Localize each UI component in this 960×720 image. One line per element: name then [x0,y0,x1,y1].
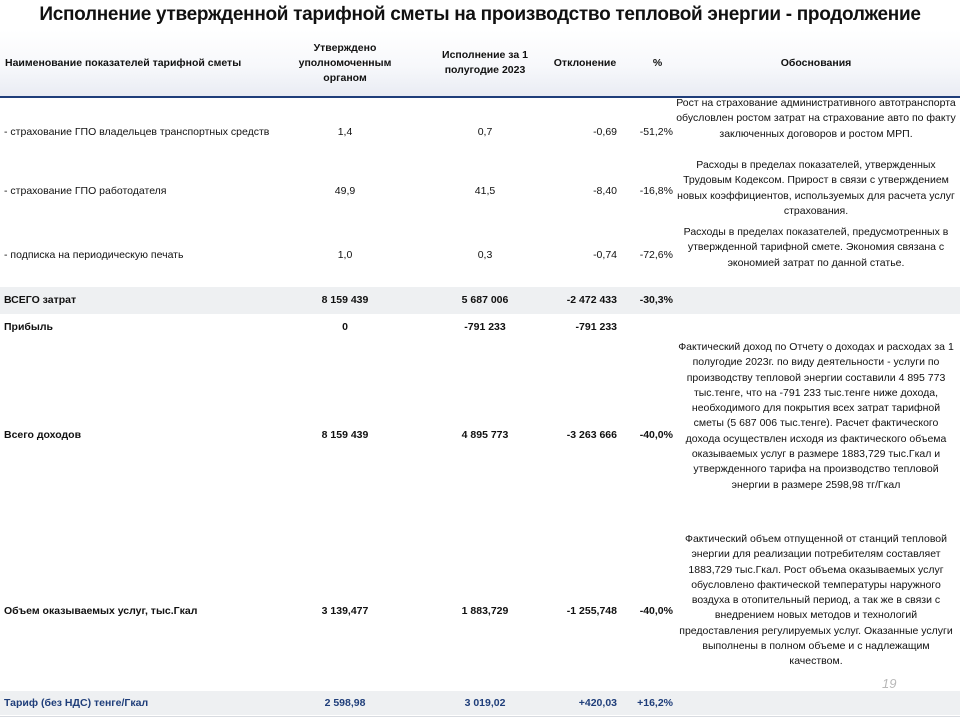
row-percent: +16,2% [637,696,673,709]
row-deviation: -8,40 [593,184,617,197]
justification-volume: Фактический объем отпущенной от станций тепловой энергии для реализации потребителям составляет 1883,729 тыс.Гкал. Рост объема оказываемых услуг обусловлено фактической температуры наружного воздуха в отопительный период, а так же в связи с внедрением новых методов и технологий предоставления регулируемых услуг. Оказанные услуги выполнены в полном объеме и с надлежащим качеством. [679,533,953,668]
row-name: - страхование ГПО владельцев транспортных средств [4,125,270,138]
row-deviation: -3 263 666 [566,428,617,441]
row-name: Тариф (без НДС) тенге/Гкал [4,696,149,709]
row-deviation: -791 233 [575,320,617,333]
table-row [0,691,960,715]
row-approved: 8 159 439 [321,294,369,306]
table-row [0,316,960,338]
header-approved: Утверждено уполномоченным органом [298,41,392,84]
row-execution: 0,3 [477,248,493,261]
row-percent: -30,3% [639,294,673,306]
row-execution: 1 883,729 [461,604,509,617]
row-name: ВСЕГО затрат [4,294,77,306]
row-name: - страхование ГПО работодателя [4,184,167,197]
row-percent: -72,6% [639,248,673,261]
justification-transport: Рост на страхование административного автотранспорта обусловлен ростом затрат на страхование авто по факту заключенных договоров и ростом МРП. [676,97,956,140]
row-execution: 41,5 [474,184,496,197]
row-approved: 2 598,98 [324,696,366,709]
justification-press: Расходы в пределах показателей, предусмотренных в утвержденной тарифной смете. Экономия связана с экономией затрат по данной статье. [683,226,949,269]
row-deviation: +420,03 [578,696,617,709]
justification-employer: Расходы в пределах показателей, утвержденных Трудовым Кодексом. Прирост в связи с утверждением новых коэффициентов, используемых для расчета услуг страхования. [677,159,955,217]
row-execution: -791 233 [464,320,506,333]
footer-divider [0,716,960,717]
header-name: Наименование показателей тарифной сметы [5,56,242,69]
row-execution: 4 895 773 [461,428,509,441]
row-name: - подписка на периодическую печать [4,248,184,261]
row-percent: -40,0% [639,604,673,617]
row-name: Объем оказываемых услуг, тыс.Гкал [4,604,198,617]
justification-income: Фактический доход по Отчету о доходах и расходах за 1 полугодие 2023г. по виду деятельности - услуги по производству тепловой энергии составили 4 895 773 тыс.тенге, что на -791 233 тыс.тенге ниже дохода, необходимого для покрытия всех затрат тарифной сметы (5 687 006 тыс.тенге). Расчет фактического дохода осуществлен исходя из фактического объема оказываемых услуг в размере 1883,729 тыс.Гкал и утвержденного тарифа на производство тепловой энергии в размере 2598,98 тг/Гкал [678,341,954,491]
row-approved: 0 [342,320,348,333]
row-percent [620,316,673,338]
header-percent: % [652,56,663,69]
row-percent: -40,0% [639,428,673,441]
header-deviation: Отклонение [553,56,617,69]
table-row [0,287,960,314]
header-justification: Обоснования [780,56,852,69]
row-name: Прибыль [4,320,53,333]
row-approved: 49,9 [334,184,356,197]
row-deviation: -1 255,748 [566,604,617,617]
row-name: Всего доходов [4,428,82,441]
row-deviation: -0,74 [593,248,617,261]
row-approved: 8 159 439 [321,428,369,441]
row-approved: 1,4 [337,125,353,138]
row-approved: 3 139,477 [321,604,369,617]
header-execution: Исполнение за 1 полугодие 2023 [442,49,528,76]
row-execution: 5 687 006 [461,294,509,306]
page-number: 19 [882,676,897,691]
row-execution: 3 019,02 [464,696,506,709]
row-execution: 0,7 [477,125,493,138]
row-percent: -16,8% [639,184,673,197]
row-deviation: -0,69 [593,125,617,138]
row-deviation: -2 472 433 [566,294,617,306]
row-approved: 1,0 [337,248,353,261]
row-percent: -51,2% [639,125,673,138]
page-title: Исполнение утвержденной тарифной сметы на производство тепловой энергии - продолжение [39,4,921,25]
